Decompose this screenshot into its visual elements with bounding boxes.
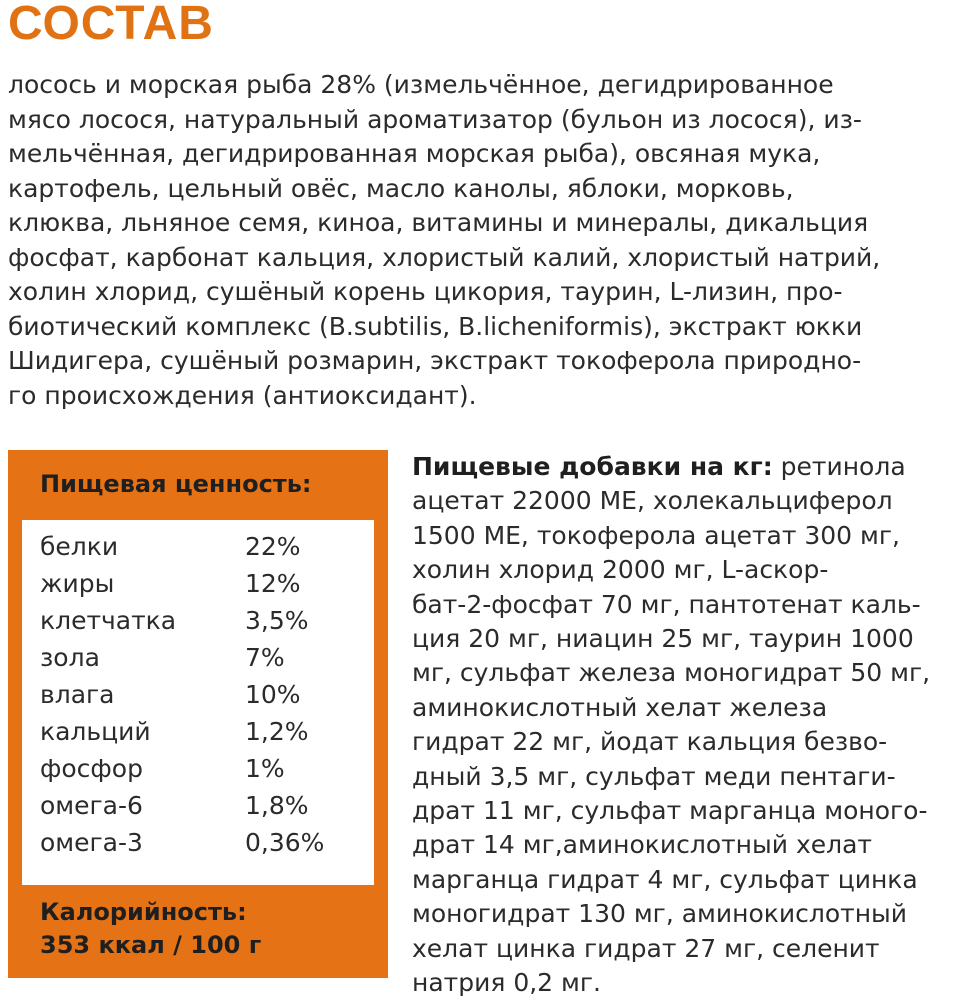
- nutrient-name: влага: [40, 680, 115, 709]
- composition-line: картофель, цельный овёс, масло канолы, яблоки, морковь,: [8, 173, 794, 203]
- additives-line: натрия 0,2 мг.: [412, 968, 601, 998]
- composition-line: лосось и морская рыба 28% (измельчённое, дегидрированное: [8, 70, 834, 99]
- nutrition-table: [22, 520, 374, 885]
- additives-heading: Пищевые добавки на кг:: [412, 452, 773, 481]
- nutrient-name: зола: [40, 643, 100, 672]
- additives-first-line: ретинола: [772, 452, 906, 481]
- calories-value: 353 ккал / 100 г: [40, 931, 262, 959]
- nutrition-box: [8, 450, 388, 978]
- additives-line: хелат цинка гидрат 27 мг, селенит: [412, 933, 880, 963]
- additives-line: [412, 450, 978, 484]
- calories-label: Калорийность:: [40, 898, 247, 926]
- additives-line: драт 11 мг, сульфат марганца моного-: [412, 796, 928, 826]
- nutrition-heading: Пищевая ценность:: [40, 470, 312, 498]
- additives-line: драт 14 мг,аминокислотный хелат: [412, 830, 872, 860]
- additives-line: ацетат 22000 МЕ, холекальциферол: [412, 486, 893, 516]
- additives-line: мг, сульфат железа моногидрат 50 мг,: [412, 658, 931, 688]
- additives-line: моногидрат 130 мг, аминокислотный: [412, 899, 908, 929]
- nutrient-name: белки: [40, 532, 119, 561]
- nutrient-name: омега-6: [40, 791, 143, 820]
- additives-line: ция 20 мг, ниацин 25 мг, таурин 1000: [412, 624, 914, 654]
- nutrient-value: 1,8%: [245, 791, 309, 820]
- nutrient-value: 10%: [245, 680, 301, 709]
- composition-line: клюква, льняное семя, киноа, витамины и минералы, дикальция: [8, 208, 869, 237]
- additives-line: аминокислотный хелат железа: [412, 692, 828, 722]
- composition-line: Шидигера, сушёный розмарин, экстракт токоферола природно-: [8, 346, 862, 375]
- calories: [40, 896, 261, 962]
- nutrient-name: фосфор: [40, 754, 143, 783]
- additives-line: марганца гидрат 4 мг, сульфат цинка: [412, 864, 918, 894]
- additives-text: [412, 450, 978, 1001]
- composition-line: фосфат, карбонат кальция, хлористый калий, хлористый натрий,: [8, 242, 881, 272]
- composition-text: [8, 68, 976, 413]
- additives-line: дный 3,5 мг, сульфат меди пентаги-: [412, 761, 896, 791]
- nutrient-name: кальций: [40, 717, 151, 746]
- composition-line: го происхождения (антиоксидант).: [8, 380, 477, 410]
- page-title: СОСТАВ: [8, 0, 214, 50]
- additives-line: гидрат 22 мг, йодат кальция безво-: [412, 727, 888, 757]
- nutrient-value: 22%: [245, 532, 301, 561]
- nutrient-name: клетчатка: [40, 606, 177, 635]
- additives-line: бат-2-фосфат 70 мг, пантотенат каль-: [412, 589, 921, 619]
- nutrient-value: 12%: [245, 569, 301, 598]
- composition-line: биотический комплекс (B.subtilis, B.licheniformis), экстракт юкки: [8, 311, 863, 341]
- additives-line: 1500 МЕ, токоферола ацетат 300 мг,: [412, 520, 900, 550]
- nutrient-value: 3,5%: [245, 606, 309, 635]
- nutrient-value: 7%: [245, 643, 285, 672]
- composition-line: холин хлорид, сушёный корень цикория, таурин, L-лизин, про-: [8, 277, 843, 306]
- nutrient-value: 0,36%: [245, 828, 325, 857]
- composition-line: мясо лосося, натуральный ароматизатор (бульон из лосося), из-: [8, 104, 862, 134]
- nutrient-name: омега-3: [40, 828, 143, 857]
- additives-line: холин хлорид 2000 мг, L-аскор-: [412, 555, 829, 585]
- nutrient-value: 1%: [245, 754, 285, 783]
- nutrient-name: жиры: [40, 569, 115, 598]
- nutrient-value: 1,2%: [245, 717, 309, 746]
- composition-line: мельчённая, дегидрированная морская рыба), овсяная мука,: [8, 139, 821, 168]
